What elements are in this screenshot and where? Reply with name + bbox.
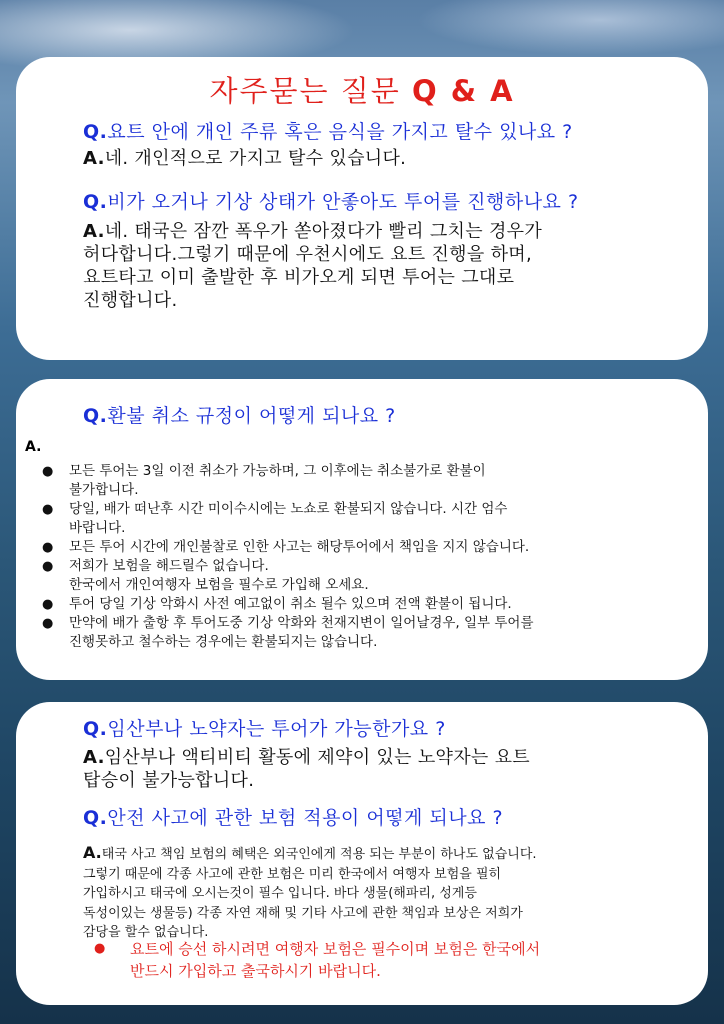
list-item: ● 모든 투어는 3일 이전 취소가 가능하며, 그 이후에는 취소불가로 환불이 불가합니다. (42, 463, 486, 498)
list-item: ● 저희가 보험을 해드릴수 없습니다. 한국에서 개인여행자 보험을 필수로 가입해 오세요. (42, 558, 369, 593)
bullet-icon: ● (42, 559, 54, 574)
faq-card-3 (16, 702, 708, 1005)
answer-pregnant-elderly: A.임산부나 액티비티 활동에 제약이 있는 노약자는 요트 탑승이 불가능합니다. (83, 747, 530, 791)
question-refund: Q.환불 취소 규정이 어떻게 되나요 ? (83, 405, 396, 427)
question-weather: Q.비가 오거나 기상 상태가 안좋아도 투어를 진행하나요 ? (83, 191, 579, 213)
list-item: ● 당일, 배가 떠난후 시간 미이수시에는 노쇼로 환불되지 않습니다. 시간 엄수 바랍니다. (42, 501, 508, 536)
faq-card-1 (16, 57, 708, 360)
answer-insurance: A.태국 사고 책임 보험의 혜택은 외국인에게 적용 되는 부분이 하나도 없습니다. 그렇기 때문에 각종 사고에 관한 보험은 미리 한국에서 여행자 보험을 필히 가입하시고 태국에 오시는것이 필수 입니다. 바다 생물(해파리, 성게등 독성이있는 생물등) 각종 자연 재해 및 기타 사고에 관한 책임과 보상은 저희가 감당을 할수 없습니다. (83, 843, 537, 940)
answer-label: A. (25, 439, 42, 455)
list-item: ● 만약에 배가 출항 후 투어도중 기상 악화와 천재지변이 일어날경우, 일부 투어를 진행못하고 철수하는 경우에는 환불되지는 않습니다. (42, 615, 534, 650)
bullet-icon: ● (42, 616, 54, 631)
bullet-icon: ● (42, 464, 54, 479)
bullet-icon: ● (42, 502, 54, 517)
list-item: ● 투어 당일 기상 악화시 사전 예고없이 취소 될수 있으며 전액 환불이 됩니다. (42, 596, 512, 612)
answer-alcohol-food: A.네. 개인적으로 가지고 탈수 있습니다. (83, 148, 407, 169)
list-item: ● 모든 투어 시간에 개인불찰로 인한 사고는 해당투어에서 책임을 지지 않습니다. (42, 539, 530, 555)
faq-card-2 (16, 379, 708, 680)
title-qa: Q & A (411, 74, 515, 108)
insurance-warning-note: ● 요트에 승선 하시려면 여행자 보험은 필수이며 보험은 한국에서 반드시 가입하고 출국하시기 바랍니다. (94, 940, 541, 980)
page-title: 자주묻는 질문 Q & A (209, 74, 515, 108)
bullet-icon: ● (94, 941, 106, 956)
question-pregnant-elderly: Q.임산부나 노약자는 투어가 가능한가요 ? (83, 718, 446, 740)
bullet-icon: ● (42, 597, 54, 612)
question-alcohol-food: Q.요트 안에 개인 주류 혹은 음식을 가지고 탈수 있나요 ? (83, 121, 573, 143)
refund-policy-list (25, 462, 534, 652)
answer-weather: A.네. 태국은 잠깐 폭우가 쏟아졌다가 빨리 그치는 경우가 허다합니다.그렇기 때문에 우천시에도 요트 진행을 하며, 요트타고 이미 출발한 후 비가오게 되면 투어는 그대로 진행합니다. (83, 221, 543, 311)
question-insurance: Q.안전 사고에 관한 보험 적용이 어떻게 되나요 ? (83, 807, 504, 829)
bullet-icon: ● (42, 540, 54, 555)
